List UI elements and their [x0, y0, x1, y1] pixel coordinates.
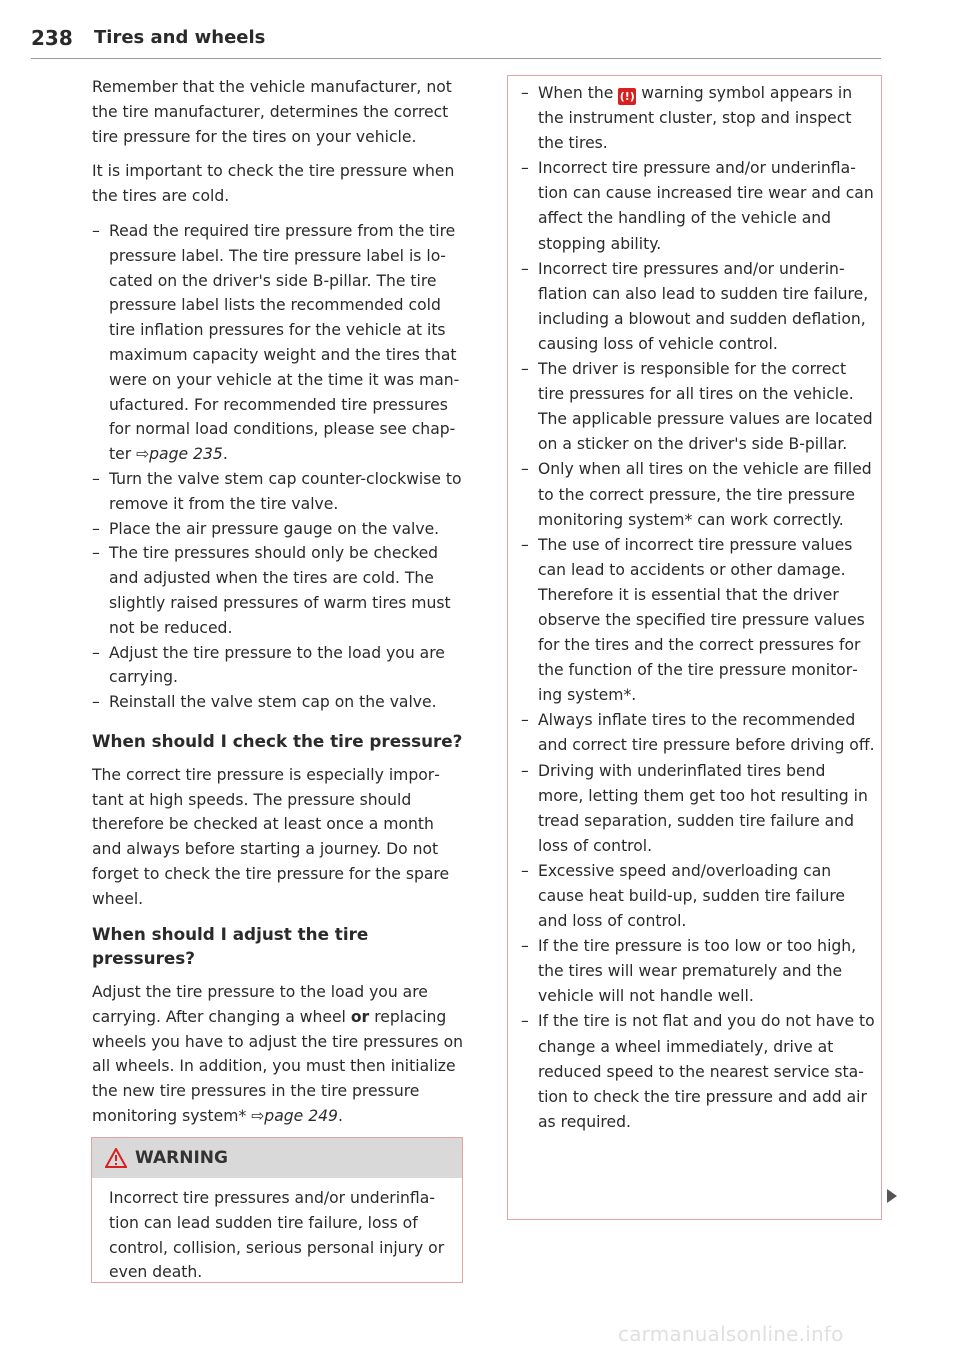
list-dash: –: [521, 360, 529, 379]
check-pressure-paragraph: The correct tire pressure is especially important at high speeds. The pressure should therefore be checked at least once a month and always before starting a journey. Do not forget to check the tire pressure for the spare wheel.: [92, 765, 450, 908]
page-reference-link[interactable]: page 249: [264, 1107, 338, 1126]
watermark: carmanualsonline.info: [618, 1322, 844, 1346]
list-dash: –: [521, 460, 529, 479]
list-dash: –: [521, 159, 529, 178]
bold-or: or: [350, 1007, 370, 1026]
arrow-right-icon: ⇨: [251, 1107, 265, 1126]
list-item: [521, 759, 875, 859]
warning-box: [91, 1137, 463, 1283]
list-item: [521, 1009, 875, 1134]
list-item-text: Reinstall the valve stem cap on the valve.: [109, 693, 437, 712]
list-dash: –: [521, 937, 529, 956]
list-item-text: The use of incorrect tire pressure values can lead to accidents or other damage. Therefore it is essential that the driver observe the specified tire pressure values for the tires and the correct pressures for the function of the tire pressure monitoring system*.: [538, 535, 865, 705]
list-dash: –: [521, 1012, 529, 1031]
list-dash: –: [521, 84, 529, 102]
list-item-text: Always inflate tires to the recommended and correct tire pressure before driving off.: [538, 711, 875, 755]
tire-pressure-warning-icon: (!): [619, 90, 635, 103]
list-dash: –: [521, 259, 529, 278]
list-item: [521, 457, 875, 532]
continue-arrow-icon: [887, 1189, 897, 1203]
list-item: [521, 81, 875, 156]
list-dash: –: [521, 711, 529, 730]
list-dash: –: [92, 221, 100, 240]
list-item: [521, 533, 875, 709]
paragraph-text: replacing wheels you have to adjust the tire pressures on all wheels. In addition, you must then initialize the new tire pressures in the tire pressure monitoring system*: [92, 1007, 464, 1126]
list-dash: –: [92, 469, 100, 488]
list-item-text: Read the required tire pressure from the tire pressure label. The tire pressure label is located on the driver's side B-pillar. The tire pressure label lists the recommended cold tire inflation pressures for the vehicle at its maximum capacity weight and the tires that were on your vehicle at the time it was manufactured. For recommended tire pressures for normal load conditions, please see chapter: [109, 221, 460, 464]
list-item: [521, 156, 875, 256]
list-item-text: Turn the valve stem cap counter-clockwise to remove it from the tire valve.: [109, 469, 462, 513]
list-item: [92, 641, 464, 691]
adjust-pressure-paragraph: [92, 980, 464, 1129]
paragraph-text: Adjust the tire pressure to the load you are carrying. After changing a wheel: [92, 983, 428, 1026]
list-item: [92, 690, 464, 715]
page-header: [31, 22, 881, 59]
left-column: [92, 75, 464, 1139]
list-item-text: The tire pressures should only be checked and adjusted when the tires are cold. The slightly raised pressures of warm tires must not be reduced.: [109, 544, 451, 637]
list-item: [521, 257, 875, 357]
list-dash: –: [92, 693, 100, 712]
page-reference-link[interactable]: page 235: [149, 445, 223, 464]
procedure-list: [92, 219, 464, 715]
list-item: [521, 708, 875, 758]
subheading-adjust-pressure: When should I adjust the tire pressures?: [92, 923, 369, 969]
list-dash: –: [92, 544, 100, 563]
list-item: [92, 467, 464, 517]
list-item-text: Place the air pressure gauge on the valve.: [109, 519, 440, 538]
list-item-tail: .: [222, 445, 228, 464]
list-item-text: If the tire is not flat and you do not have to change a wheel immediately, drive at reduced speed to the nearest service station to check the tire pressure and add air as required.: [538, 1012, 875, 1131]
list-item: [521, 934, 875, 1009]
list-item: [521, 357, 875, 457]
warning-list-box: [507, 75, 882, 1220]
list-dash: –: [521, 861, 529, 880]
warning-triangle-icon: [105, 1148, 127, 1168]
arrow-right-icon: ⇨: [136, 445, 150, 464]
list-item: [92, 517, 464, 542]
intro-paragraph-1: Remember that the vehicle manufacturer, not the tire manufacturer, determines the correct tire pressure for the tires on your vehicle.: [92, 78, 452, 146]
warning-text: Incorrect tire pressures and/or underinflation can lead sudden tire failure, loss of control, collision, serious personal injury or even death.: [109, 1189, 445, 1282]
list-item: [92, 219, 464, 467]
list-item: [521, 859, 875, 934]
list-item-text: The driver is responsible for the correct tire pressures for all tires on the vehicle. The applicable pressure values are located on a sticker on the driver's side B-pillar.: [538, 360, 873, 454]
intro-paragraph-2: It is important to check the tire pressure when the tires are cold.: [92, 162, 455, 206]
list-item-text: Excessive speed and/overloading can cause heat build-up, sudden tire failure and loss of control.: [538, 861, 846, 931]
warning-header: [92, 1138, 462, 1178]
list-item-text: If the tire pressure is too low or too high, the tires will wear prematurely and the vehicle will not handle well.: [538, 937, 857, 1006]
list-dash: –: [92, 643, 100, 662]
list-dash: –: [521, 761, 529, 780]
list-item-text: When the: [538, 84, 619, 102]
list-item-text: Only when all tires on the vehicle are filled to the correct pressure, the tire pressure monitoring system* can work correctly.: [538, 460, 872, 529]
page-number: 238: [31, 26, 73, 50]
list-item-text: Incorrect tire pressure and/or underinflation can cause increased tire wear and can affect the handling of the vehicle and stopping ability.: [538, 159, 874, 253]
list-item-text: Driving with underinflated tires bend more, letting them get too hot resulting in tread separation, sudden tire failure and loss of control.: [538, 761, 868, 855]
subheading-check-pressure: When should I check the tire pressure?: [92, 730, 463, 751]
list-item-text: warning symbol appears in the instrument cluster, stop and inspect the tires.: [538, 84, 853, 153]
warning-title: WARNING: [135, 1148, 228, 1168]
list-dash: –: [521, 535, 529, 554]
list-item-text: Adjust the tire pressure to the load you are carrying.: [109, 643, 445, 687]
list-item-text: Incorrect tire pressures and/or underinflation can also lead to sudden tire failure, including a blowout and sudden deflation, causing loss of vehicle control.: [538, 259, 869, 353]
list-item: [92, 541, 464, 640]
section-title: Tires and wheels: [94, 27, 266, 48]
list-dash: –: [92, 519, 100, 538]
paragraph-tail: .: [337, 1107, 343, 1126]
